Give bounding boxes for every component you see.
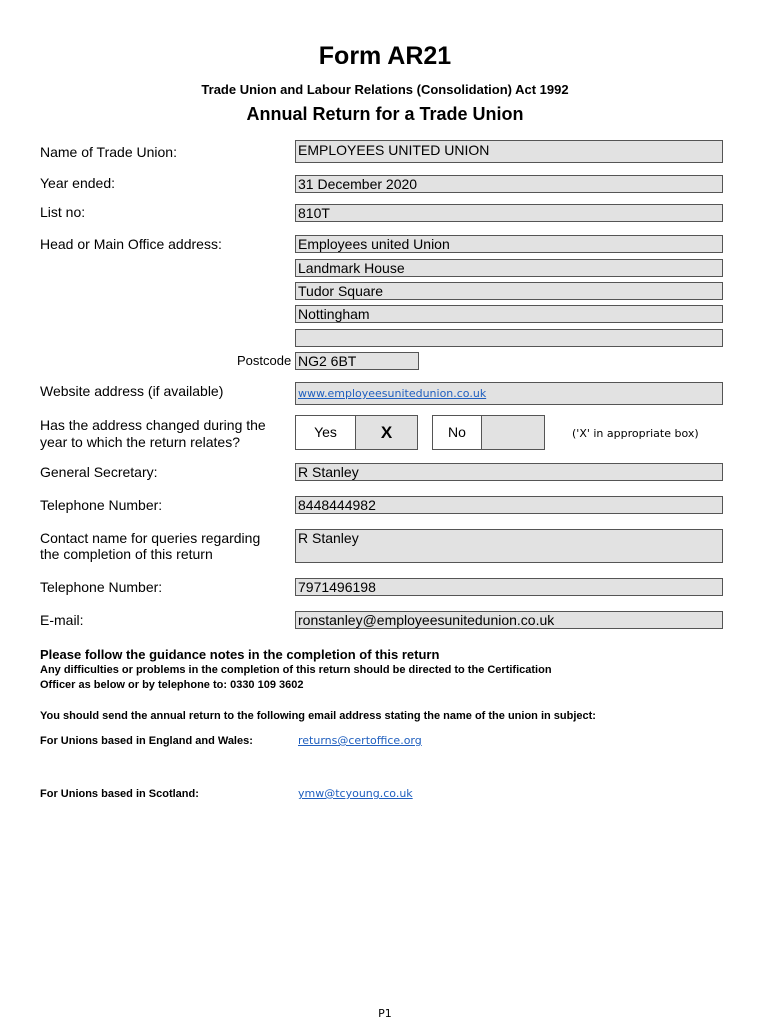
address-changed-label-line2: year to which the return relates? [40, 434, 240, 450]
telephone-2-label: Telephone Number: [40, 579, 163, 595]
england-wales-email-link[interactable]: returns@certoffice.org [298, 734, 422, 747]
email-label: E-mail: [40, 612, 84, 628]
website-link[interactable]: www.employeesunitedunion.co.uk [298, 387, 487, 400]
address-label: Head or Main Office address: [40, 236, 222, 252]
website-field[interactable] [295, 382, 723, 405]
guidance-heading: Please follow the guidance notes in the completion of this return [40, 647, 440, 662]
list-no-field[interactable]: 810T [295, 204, 723, 222]
address-line-2[interactable]: Landmark House [295, 259, 723, 277]
guidance-line-2: Officer as below or by telephone to: 0330 109 3602 [40, 679, 304, 691]
form-title: Form AR21 [318, 42, 452, 70]
general-secretary-field[interactable]: R Stanley [295, 463, 723, 481]
address-changed-label-line1: Has the address changed during the [40, 417, 266, 433]
list-no-label: List no: [40, 204, 86, 220]
page-number: P1 [378, 1007, 392, 1020]
address-line-3[interactable]: Tudor Square [295, 282, 723, 300]
year-ended-field[interactable]: 31 December 2020 [295, 175, 723, 193]
contact-label-line2: the completion of this return [40, 546, 213, 562]
contact-label-line1: Contact name for queries regarding [40, 530, 261, 546]
postcode-field[interactable]: NG2 6BT [295, 352, 419, 370]
yes-checkbox[interactable]: X [355, 415, 418, 450]
form-heading: Annual Return for a Trade Union [246, 104, 524, 124]
email-field[interactable]: ronstanley@employeesunitedunion.co.uk [295, 611, 723, 629]
no-checkbox[interactable] [481, 415, 545, 450]
telephone-1-field[interactable]: 8448444982 [295, 496, 723, 514]
guidance-line-1: Any difficulties or problems in the completion of this return should be directed to the Certification [40, 664, 552, 676]
contact-field[interactable]: R Stanley [295, 529, 723, 563]
telephone-2-field[interactable]: 7971496198 [295, 578, 723, 596]
address-line-4[interactable]: Nottingham [295, 305, 723, 323]
union-name-field[interactable]: EMPLOYEES UNITED UNION [295, 140, 723, 163]
year-ended-label: Year ended: [40, 175, 115, 191]
address-line-5[interactable] [295, 329, 723, 347]
act-subtitle: Trade Union and Labour Relations (Consolidation) Act 1992 [201, 82, 569, 97]
scotland-email-link[interactable]: ymw@tcyoung.co.uk [298, 787, 413, 800]
scotland-label: For Unions based in Scotland: [40, 788, 199, 800]
address-line-1[interactable]: Employees united Union [295, 235, 723, 253]
england-wales-label: For Unions based in England and Wales: [40, 735, 253, 747]
website-label: Website address (if available) [40, 383, 224, 399]
checkbox-hint: ('X' in appropriate box) [572, 427, 699, 440]
general-secretary-label: General Secretary: [40, 464, 158, 480]
yes-label-box: Yes [295, 415, 356, 450]
telephone-1-label: Telephone Number: [40, 497, 163, 513]
send-instruction: You should send the annual return to the following email address stating the name of the union in subject: [40, 710, 596, 722]
postcode-label: Postcode [237, 353, 292, 368]
union-name-label: Name of Trade Union: [40, 144, 177, 160]
no-label-box: No [432, 415, 482, 450]
